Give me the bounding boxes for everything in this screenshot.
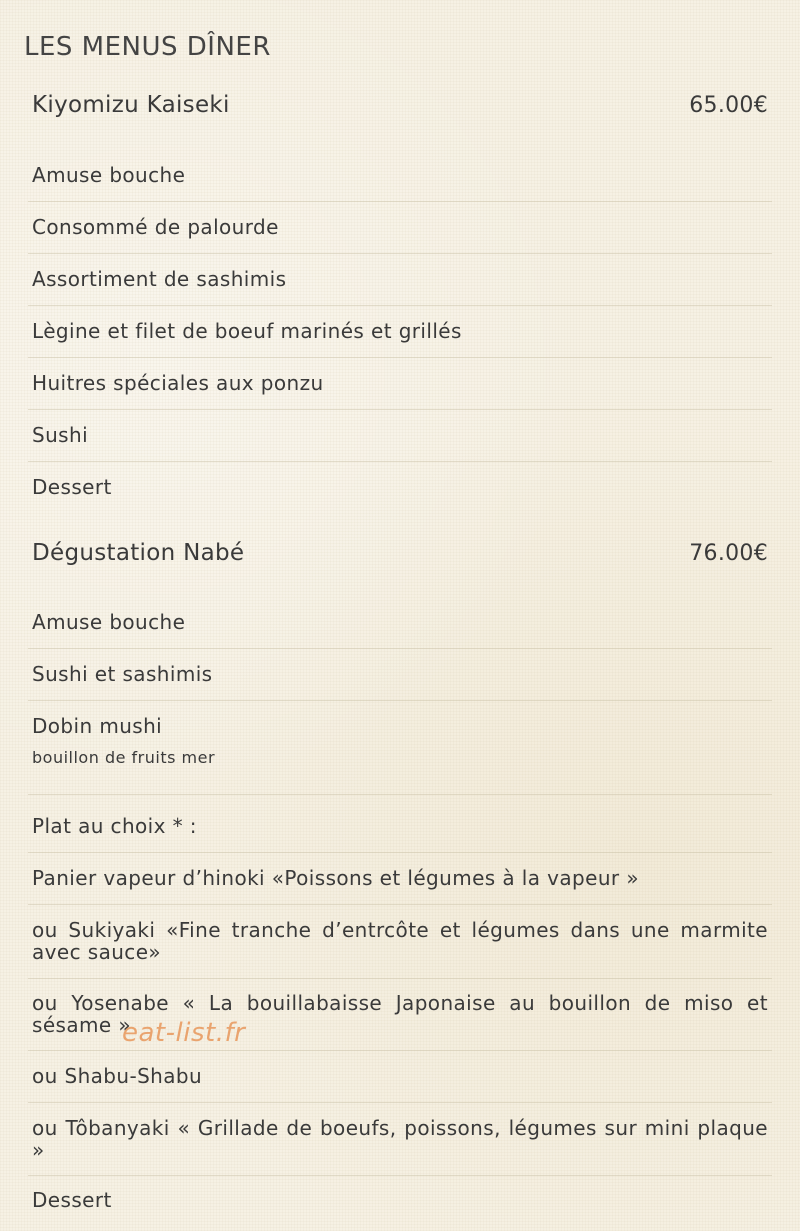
divider <box>28 461 772 462</box>
page-title: LES MENUS DÎNER <box>24 32 271 62</box>
menu-item: Assortiment de sashimis <box>32 267 287 291</box>
menu-item: Lègine et filet de boeuf marinés et grillés <box>32 319 462 343</box>
menu-item: ou Shabu-Shabu <box>32 1064 203 1088</box>
menu-name: Kiyomizu Kaiseki <box>32 92 230 118</box>
divider <box>28 1050 772 1051</box>
divider <box>28 1102 772 1103</box>
menu-item: Dessert <box>32 1188 112 1212</box>
divider <box>28 700 772 701</box>
menu-item-dobin-mushi <box>32 715 768 769</box>
menu-item: Dessert <box>32 475 112 499</box>
menu-price: 65.00€ <box>689 93 768 118</box>
divider <box>28 201 772 202</box>
divider <box>28 794 772 795</box>
menu-name: Dégustation Nabé <box>32 540 245 566</box>
menu-header-kiyomizu <box>32 92 768 118</box>
divider <box>28 305 772 306</box>
menu-item: Consommé de palourde <box>32 215 279 239</box>
menu-item: ou Sukiyaki «Fine tranche d’entrcôte et légumes dans une marmite avec sauce» <box>32 918 768 964</box>
divider <box>28 253 772 254</box>
menu-price: 76.00€ <box>689 541 768 566</box>
menu-item-label: Dobin mushi <box>32 714 163 738</box>
menu-item: Plat au choix * : <box>32 814 197 838</box>
divider <box>28 409 772 410</box>
menu-item: Sushi et sashimis <box>32 662 213 686</box>
menu-item: ou Yosenabe « La bouillabaisse Japonaise au bouillon de miso et sésame » <box>32 991 768 1037</box>
watermark: eat-list.fr <box>122 1018 246 1048</box>
divider <box>28 648 772 649</box>
menu-item: Amuse bouche <box>32 610 186 634</box>
divider <box>28 357 772 358</box>
menu-header-nabe <box>32 540 768 566</box>
divider <box>28 852 772 853</box>
menu-item-subnote: bouillon de fruits mer <box>32 748 216 767</box>
menu-item: Amuse bouche <box>32 163 186 187</box>
menu-item: Panier vapeur d’hinoki «Poissons et légumes à la vapeur » <box>32 866 639 890</box>
menu-item: ou Tôbanyaki « Grillade de boeufs, poissons, légumes sur mini plaque » <box>32 1116 768 1162</box>
divider <box>28 904 772 905</box>
menu-item: Sushi <box>32 423 89 447</box>
divider <box>28 978 772 979</box>
menu-item: Huitres spéciales aux ponzu <box>32 371 324 395</box>
divider <box>28 1175 772 1176</box>
